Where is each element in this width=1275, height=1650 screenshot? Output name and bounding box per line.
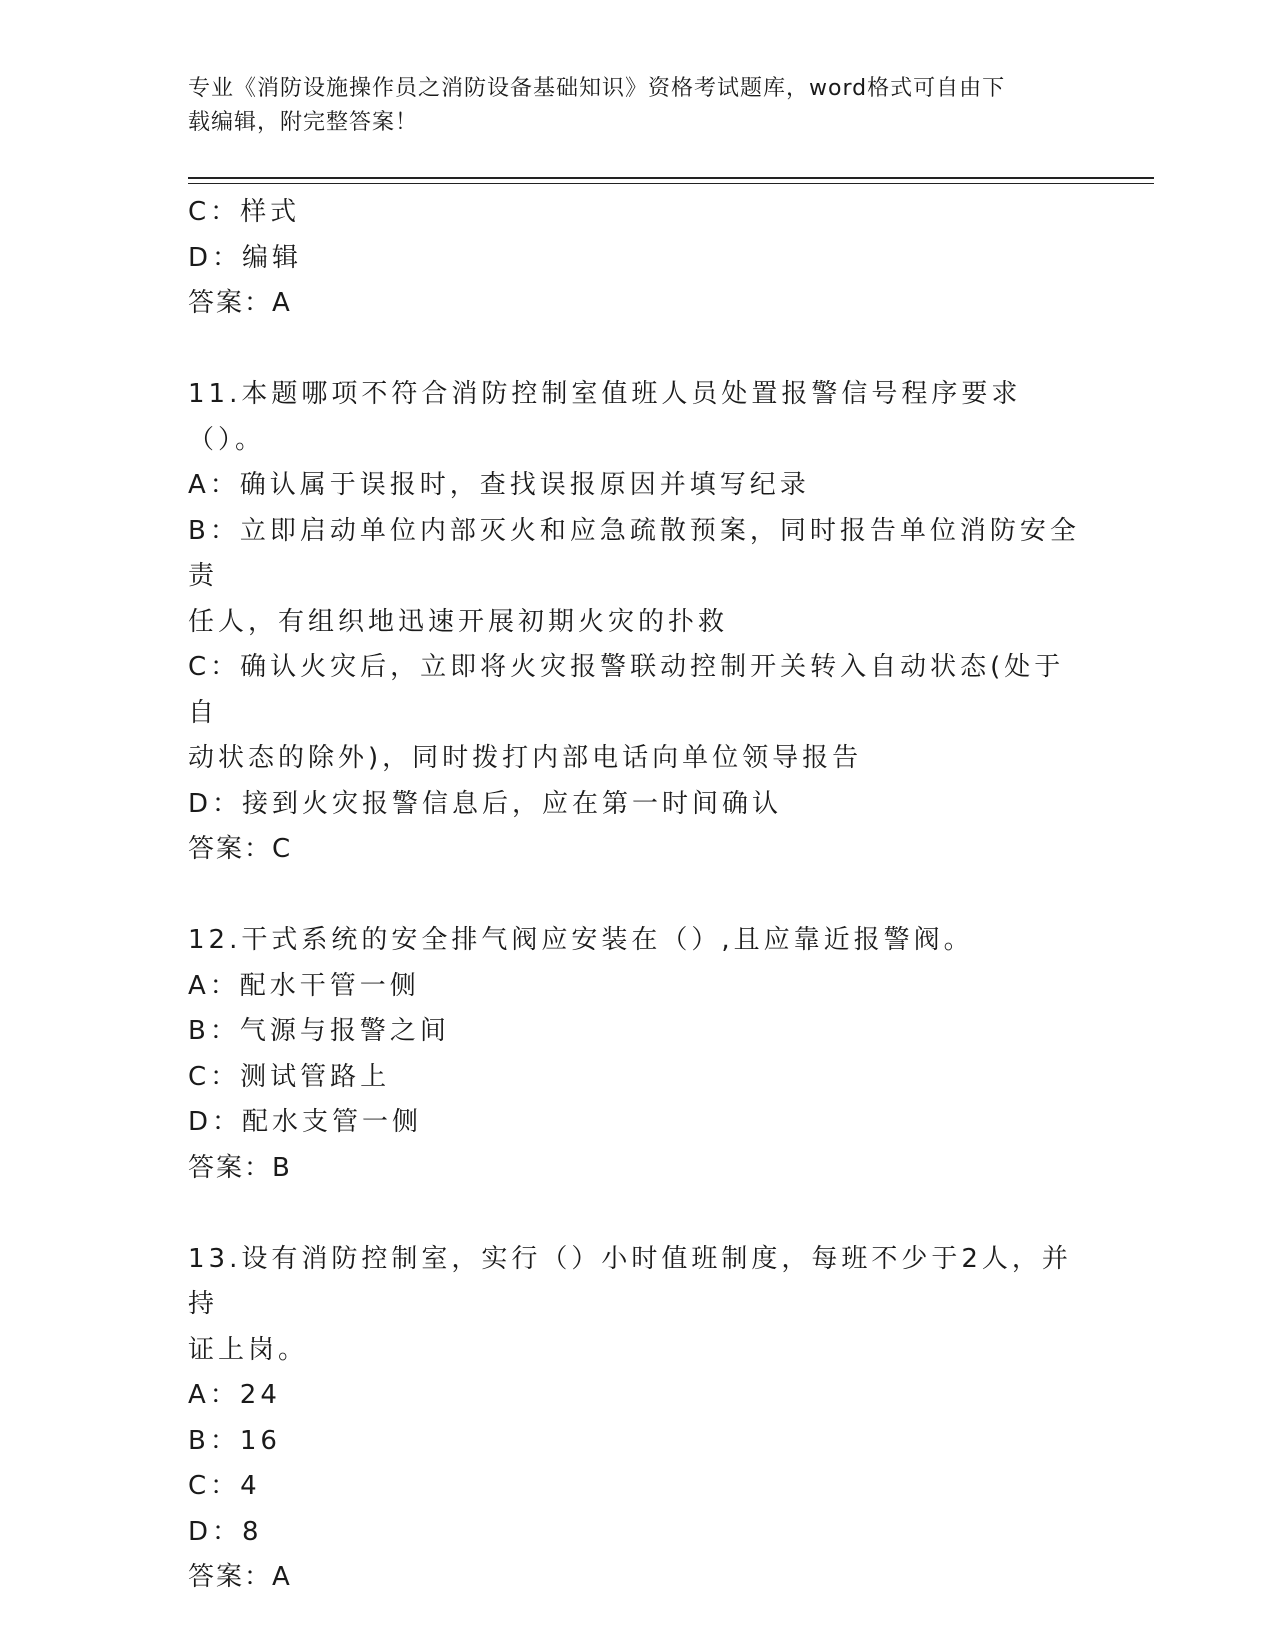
option-b: B：立即启动单位内部灭火和应急疏散预案，同时报告单位消防安全责: [188, 515, 1080, 591]
question-12: [188, 918, 1088, 1191]
option-c: C：样式: [188, 197, 301, 227]
question-stem: 12.干式系统的安全排气阀应安装在（）,且应靠近报警阀。: [188, 925, 974, 955]
option-c: C：4: [188, 1471, 261, 1501]
option-a: A：确认属于误报时，查找误报原因并填写纪录: [188, 470, 810, 500]
option-a: A：配水干管一侧: [188, 970, 420, 1001]
answer-line: 答案：C: [188, 834, 293, 864]
option-d: D：接到火灾报警信息后，应在第一时间确认: [188, 788, 783, 819]
question-13: [188, 1237, 1088, 1601]
option-b: B：16: [188, 1425, 281, 1456]
option-c-continued: 动状态的除外)，同时拨打内部电话向单位领导报告: [188, 743, 863, 773]
option-d: D：8: [188, 1516, 263, 1547]
question-stem: 13.设有消防控制室，实行（）小时值班制度，每班不少于2人，并持: [188, 1243, 1072, 1319]
header-line-1: 专业《消防设施操作员之消防设备基础知识》资格考试题库，word格式可自由下: [188, 76, 1006, 101]
spacer: [188, 327, 1088, 373]
page-header: [188, 72, 1068, 140]
spacer: [188, 1191, 1088, 1237]
header-divider-thin: [188, 183, 1154, 184]
spacer: [188, 873, 1088, 919]
option-c: C：确认火灾后，立即将火灾报警联动控制开关转入自动状态(处于自: [188, 652, 1065, 728]
option-b-continued: 任人，有组织地迅速开展初期火灾的扑救: [188, 606, 729, 637]
question-stem-continued: 证上岗。: [188, 1334, 309, 1365]
answer-line: 答案：B: [188, 1152, 292, 1183]
question-stem: 11.本题哪项不符合消防控制室值班人员处置报警信号程序要求（）。: [188, 379, 1022, 455]
previous-question-tail: [188, 190, 1088, 327]
option-c: C：测试管路上: [188, 1061, 391, 1092]
question-list: [188, 190, 1088, 1601]
header-line-2: 载编辑，附完整答案！: [188, 110, 419, 135]
option-d: D：配水支管一侧: [188, 1107, 423, 1137]
option-b: B：气源与报警之间: [188, 1016, 450, 1046]
answer-line: 答案：A: [188, 1562, 292, 1592]
question-11: [188, 372, 1088, 873]
option-a: A：24: [188, 1380, 281, 1410]
answer-line: 答案：A: [188, 288, 292, 318]
header-divider: [188, 177, 1154, 179]
option-d: D：编辑: [188, 242, 303, 273]
